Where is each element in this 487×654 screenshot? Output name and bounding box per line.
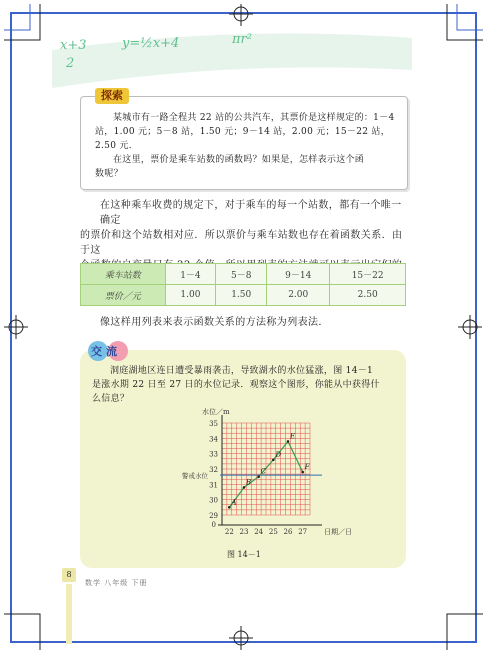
x-tick-label: 27 bbox=[298, 528, 308, 536]
exchange-tag: 交流 bbox=[91, 345, 121, 358]
body-line-2: 的票价和这个站数相对应．所以票价与乘车站数也存在着函数关系．由于这 bbox=[80, 230, 403, 256]
data-point bbox=[228, 506, 231, 509]
table-row bbox=[81, 264, 406, 285]
y-tick-label: 33 bbox=[209, 450, 218, 459]
formula-linear: y=½x+4 bbox=[122, 36, 180, 51]
table-row bbox=[81, 285, 406, 306]
footer-book-title: 数学 八年级 下册 bbox=[85, 579, 148, 587]
fare-table bbox=[80, 263, 406, 306]
table-cell: 1.00 bbox=[165, 285, 216, 306]
formula-decoration bbox=[52, 30, 412, 88]
table-cell: 1－4 bbox=[165, 264, 216, 285]
water-level-chart bbox=[180, 405, 352, 545]
y-axis-label: 水位／m bbox=[202, 408, 230, 416]
body-line-1: 在这种乘车收费的规定下，对于乘车的每一个站数，都有一个唯一确定 bbox=[100, 200, 402, 226]
y-tick-label: 32 bbox=[209, 466, 218, 474]
x-tick-label: 24 bbox=[254, 528, 264, 536]
point-label: F bbox=[304, 463, 310, 472]
point-label: D bbox=[275, 450, 281, 459]
table-cell: 2.50 bbox=[330, 285, 406, 306]
exchange-text-3: 么信息？ bbox=[92, 394, 130, 404]
y-tick-label: 35 bbox=[209, 420, 218, 428]
figure-caption: 图 14－1 bbox=[227, 550, 261, 559]
table-cell: 5－8 bbox=[216, 264, 267, 285]
x-tick-label: 25 bbox=[268, 528, 278, 536]
formula-denominator: 2 bbox=[66, 56, 75, 71]
data-point bbox=[257, 475, 260, 478]
point-label: E bbox=[290, 432, 296, 441]
table-cell: 2.00 bbox=[267, 285, 330, 306]
data-point bbox=[272, 459, 275, 462]
table-header-stations: 乘车站数 bbox=[81, 264, 166, 285]
point-label: C bbox=[260, 467, 267, 476]
origin-label: 0 bbox=[211, 521, 216, 529]
y-tick-label: 30 bbox=[209, 496, 218, 505]
x-tick-label: 22 bbox=[224, 528, 234, 536]
warning-level-label: 警戒水位 bbox=[182, 472, 208, 481]
explore-text-1: 某城市有一路全程共 22 站的公共汽车，其票价是这样规定的：1－4 bbox=[113, 113, 395, 123]
explore-text-4: 数呢？ bbox=[95, 169, 123, 179]
y-tick-label: 31 bbox=[209, 481, 218, 490]
point-label: A bbox=[231, 498, 237, 507]
data-point bbox=[287, 440, 290, 443]
page-side-bar bbox=[63, 584, 75, 644]
explore-box bbox=[80, 96, 408, 190]
page-number: 8 bbox=[62, 568, 76, 582]
table-cell: 9－14 bbox=[267, 264, 330, 285]
point-label: B bbox=[246, 478, 252, 487]
exchange-text-2: 是涨水期 22 日至 27 日的水位记录．观察这个图形，你能从中获得什 bbox=[92, 380, 380, 390]
explore-tag: 探索 bbox=[95, 88, 129, 104]
table-cell: 15－22 bbox=[330, 264, 406, 285]
table-cell: 1.50 bbox=[216, 285, 267, 306]
formula-area: πr² bbox=[232, 32, 252, 47]
x-tick-label: 23 bbox=[239, 528, 249, 536]
explore-text-2: 站，1.00 元；5－8 站，1.50 元；9－14 站，2.00 元；15－22 站，2.50 元． bbox=[95, 127, 391, 151]
list-method-sentence: 像这样用列表来表示函数关系的方法称为列表法． bbox=[100, 317, 329, 328]
data-point bbox=[243, 486, 246, 489]
explore-text-3: 在这里，票价是乘车站数的函数吗？如果是，怎样表示这个函 bbox=[113, 155, 365, 165]
exchange-text-1: 洞庭湖地区连日遭受暴雨袭击，导致湖水的水位猛涨，图 14－1 bbox=[110, 366, 374, 376]
y-tick-label: 29 bbox=[209, 512, 218, 520]
formula-fraction: x+3 bbox=[60, 38, 87, 53]
table-header-fare: 票价／元 bbox=[81, 285, 166, 306]
x-axis-label: 日期／日 bbox=[324, 528, 352, 536]
data-point bbox=[301, 471, 304, 474]
x-tick-label: 26 bbox=[283, 528, 293, 536]
y-tick-label: 34 bbox=[209, 435, 218, 444]
